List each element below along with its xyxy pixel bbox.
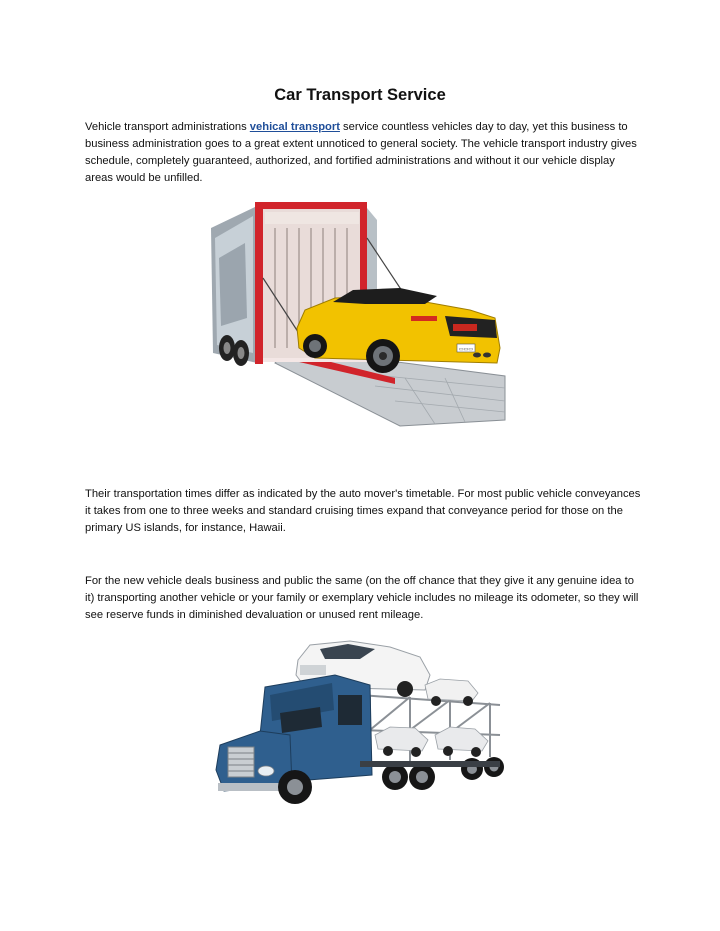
- vehical-transport-link[interactable]: vehical transport: [249, 121, 340, 133]
- car-carrier-truck-image: [210, 635, 510, 810]
- paragraph-intro: [85, 119, 645, 187]
- paragraph-intro-text-after: service countless vehicles day to day, yet this business to business administration goes to a great extent unnoticed to general society. The vehicle transport industry gives schedule, completely guaranteed, authorized, and fortified administrations and without it our vehicle display areas would be unfilled.: [85, 121, 637, 184]
- page-title: Car Transport Service: [274, 86, 446, 104]
- svg-text:▭▭▭: ▭▭▭: [458, 346, 474, 353]
- enclosed-trailer-car-image: [205, 198, 515, 428]
- paragraph-intro-text-before: Vehicle transport administrations: [85, 121, 250, 133]
- paragraph-transportation-times: Their transportation times differ as indicated by the auto mover's timetable. For most public vehicle conveyances it takes from one to three weeks and standard cruising times expand that conveyance period for those on the primary US islands, for instance, Hawaii.: [85, 488, 641, 534]
- paragraph-new-vehicle-deals: For the new vehicle deals business and public the same (on the off chance that they give it any genuine idea to it) transporting another vehicle or your family or exemplary vehicle includes no mileage its odometer, so they will see reserve funds in diminished devaluation or unused rent mileage.: [85, 575, 639, 621]
